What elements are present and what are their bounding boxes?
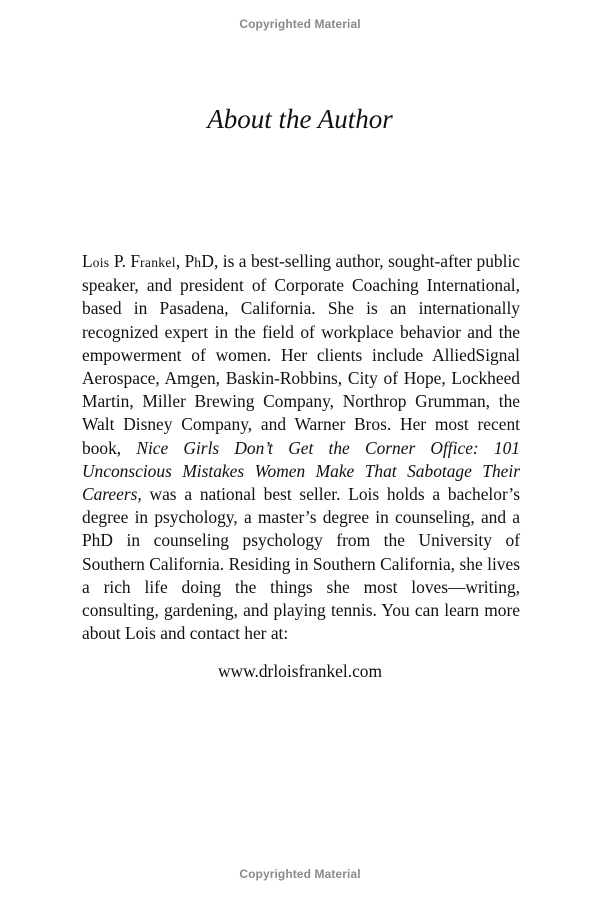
- copyright-watermark-top: Copyrighted Material: [239, 17, 361, 31]
- copyright-watermark-bottom: Copyrighted Material: [239, 867, 361, 881]
- author-name: Lois P. Frankel, PhD: [82, 251, 214, 271]
- bio-text-after-book: was a national best seller. Lois holds a bachelor’s degree in psychology, a master’s degree in counseling, and a PhD in counseling psychology from the University of Southern California. Residing in Southern California, she lives a rich life doing the things she most loves—writing, consulting, gardening, and playing tennis. You can learn more about Lois and contact her at:: [82, 484, 520, 644]
- page-title: About the Author: [207, 104, 393, 134]
- book-title: Nice Girls Don’t Get the Corner Office: 101 Unconscious Mistakes Women Make That Sabotage Their Careers,: [82, 437, 520, 505]
- author-website: www.drloisfrankel.com: [217, 661, 383, 681]
- bio-text-before-book: , is a best-selling author, sought-after public speaker, and president of Corporate Coaching International, based in Pasadena, California. She is an internationally recognized expert in the field of workplace behavior and the empowerment of women. Her clients include AlliedSignal Aerospace, Amgen, Baskin-Robbins, City of Hope, Lockheed Martin, Miller Brewing Company, Northrop Grumman, the Walt Disney Company, and Warner Bros. Her most recent book,: [82, 251, 521, 458]
- author-bio-paragraph: [82, 250, 520, 645]
